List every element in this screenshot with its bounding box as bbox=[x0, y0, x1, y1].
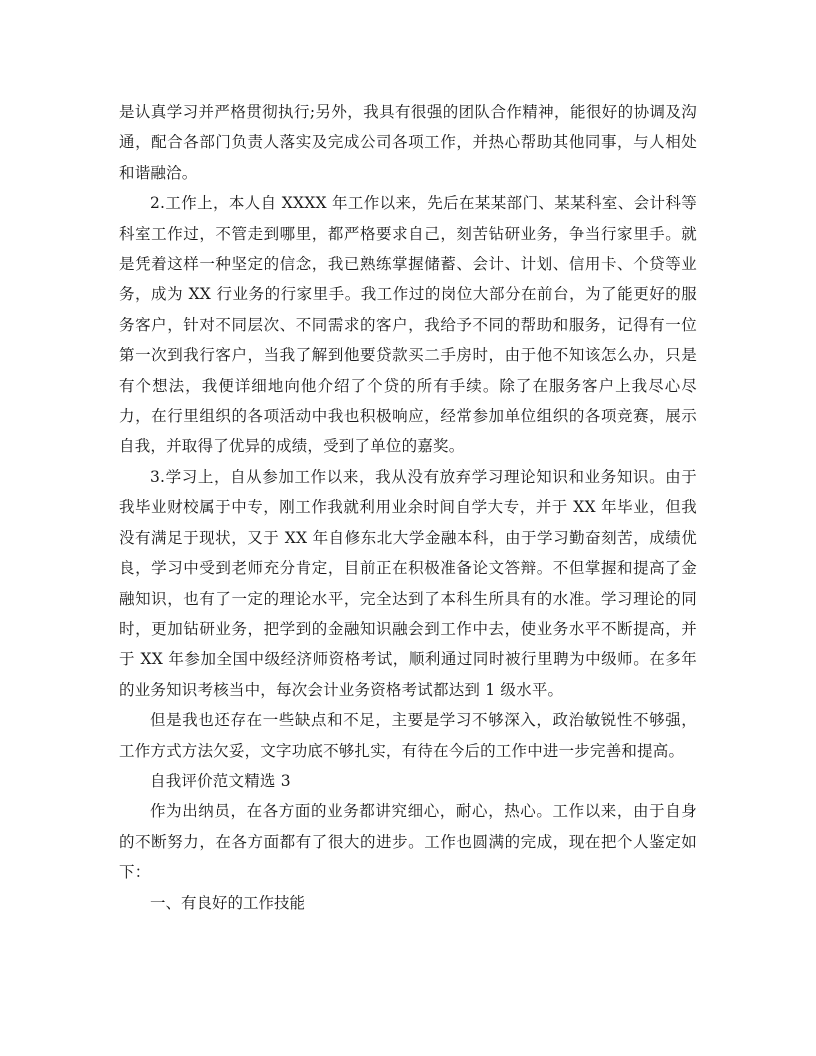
paragraph-study: 3.学习上，自从参加工作以来，我从没有放弃学习理论知识和业务知识。由于我毕业财校属于中专，刚工作我就利用业余时间自学大专，并于 XX 年毕业，但我没有满足于现状，又于 XX 年自修东北大学金融本科，由于学习勤奋刻苦，成绩优良，学习中受到老师充分肯定，目前正在积极准备论文答辩。不但掌握和提高了金融知识，也有了一定的理论水平，完全达到了本科生所具有的水准。学习理论的同时，更加钻研业务，把学到的金融知识融会到工作中去，使业务水平不断提高，并于 XX 年参加全国中级经济师资格考试，顺利通过同时被行里聘为中级师。在多年的业务知识考核当中，每次会计业务资格考试都达到 1 级水平。 bbox=[119, 467, 697, 699]
section-heading: 一、有良好的工作技能 bbox=[150, 893, 306, 912]
paragraph-cashier-intro: 作为出纳员，在各方面的业务都讲究细心，耐心，热心。工作以来，由于自身的不断努力，在各方面都有了很大的进步。工作也圆满的完成，现在把个人鉴定如下： bbox=[119, 802, 697, 882]
document-page bbox=[119, 97, 697, 918]
sample-title: 自我评价范文精选 3 bbox=[150, 771, 291, 790]
paragraph-shortcomings: 但是我也还存在一些缺点和不足，主要是学习不够深入，政治敏锐性不够强，工作方式方法欠妥，文字功底不够扎实，有待在今后的工作中进一步完善和提高。 bbox=[119, 711, 697, 760]
paragraph-teamwork: 是认真学习并严格贯彻执行;另外，我具有很强的团队合作精神，能很好的协调及沟通，配合各部门负责人落实及完成公司各项工作，并热心帮助其他同事，与人相处和谐融洽。 bbox=[119, 103, 697, 182]
paragraph-work-experience: 2.工作上，本人自 XXXX 年工作以来，先后在某某部门、某某科室、会计科等科室工作过，不管走到哪里，都严格要求自己，刻苦钻研业务，争当行家里手。就是凭着这样一种坚定的信念，我已熟练掌握储蓄、会计、计划、信用卡、个贷等业务，成为 XX 行业务的行家里手。我工作过的岗位大部分在前台，为了能更好的服务客户，针对不同层次、不同需求的客户，我给予不同的帮助和服务，记得有一位第一次到我行客户，当我了解到他要贷款买二手房时，由于他不知该怎么办，只是有个想法，我便详细地向他介绍了个贷的所有手续。除了在服务客户上我尽心尽力，在行里组织的各项活动中我也积极响应，经常参加单位组织的各项竞赛，展示自我，并取得了优异的成绩，受到了单位的嘉奖。 bbox=[119, 194, 697, 456]
